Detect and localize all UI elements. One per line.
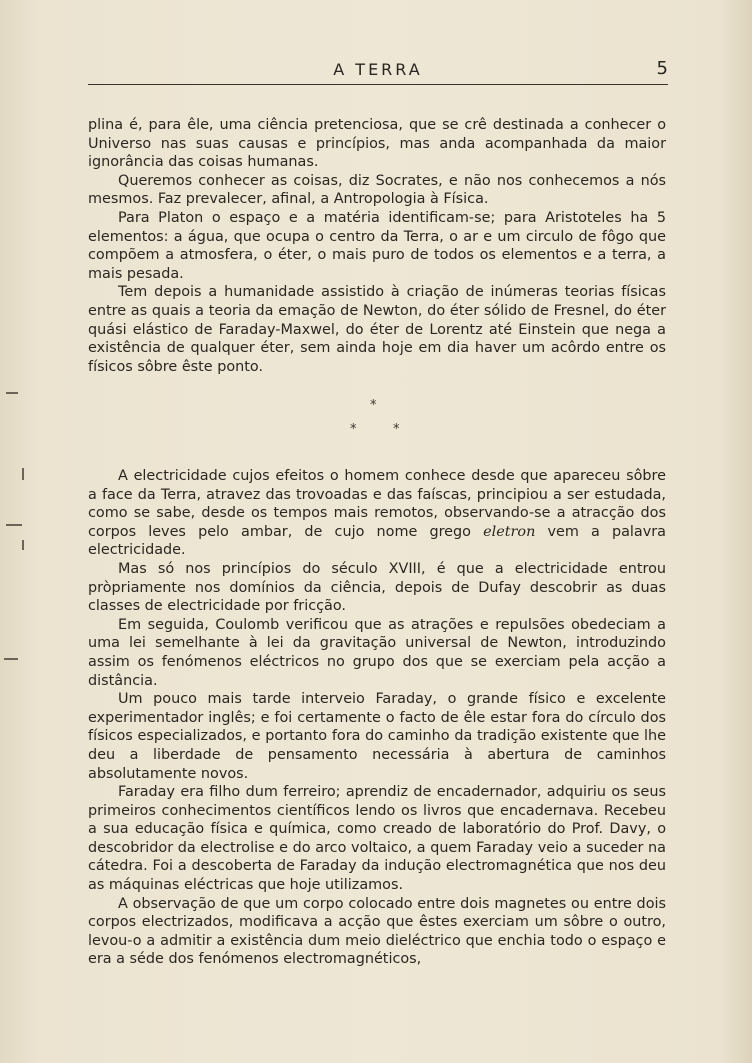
section-break-asterism bbox=[340, 398, 410, 442]
margin-mark bbox=[22, 468, 24, 480]
paragraph bbox=[88, 467, 666, 560]
running-title: A TERRA bbox=[333, 60, 423, 79]
asterisk: * bbox=[370, 398, 377, 413]
greek-term: eletron bbox=[483, 523, 536, 540]
paragraph: Queremos conhecer as coisas, diz Socrates, e não nos conhecemos a nós mesmos. Faz prevalecer, afinal, a Antropologia à Física. bbox=[88, 172, 666, 208]
paragraph: A observação de que um corpo colocado entre dois magnetes ou entre dois corpos electrizados, modificava a acção que êstes exerciam um sôbre o outro, levou-o a admitir a existência dum meio dieléctrico que enchia todo o espaço e era a séde dos fenómenos electromagnéticos, bbox=[88, 895, 666, 968]
paragraph: plina é, para êle, uma ciência pretenciosa, que se crê destinada a conhecer o Universo nas suas causas e princípios, mas anda acompanhada da maior ignorância das coisas humanas. bbox=[88, 117, 666, 171]
paragraph-text: A electricidade cujos efeitos o homem conhece desde que apareceu sôbre a face da Terra, atravez das trovoadas e das faíscas, principiou a ser estudada, como se sabe, desde os tempos mais remotos, observando-se a atracção dos corpos leves pelo ambar, de cujo nome grego bbox=[88, 468, 666, 540]
paragraph: Para Platon o espaço e a matéria identificam-se; para Aristoteles ha 5 elementos: a água, que ocupa o centro da Terra, o ar e um circulo de fôgo que compõem a atmosfera, o éter, o mais puro de todos os elementos e a terra, a mais pesada. bbox=[88, 209, 666, 282]
margin-mark bbox=[6, 392, 18, 394]
paragraph-text: vem a palavra electricidade. bbox=[88, 523, 667, 559]
asterisk: * bbox=[393, 422, 400, 437]
margin-mark bbox=[22, 540, 24, 550]
paragraph: Tem depois a humanidade assistido à criação de inúmeras teorias físicas entre as quais a teoria da emação de Newton, do éter sólido de Fresnel, do éter quási elástico de Faraday-Maxwel, do éter de Lorentz até Einstein que nega a existência de qualquer éter, sem ainda hoje em dia haver um acôrdo entre os físicos sôbre êste ponto. bbox=[88, 284, 666, 375]
asterisk: * bbox=[350, 422, 357, 437]
text-block-top bbox=[88, 116, 666, 376]
paragraph: Faraday era filho dum ferreiro; aprendiz de encadernador, adquiriu os seus primeiros conhecimentos científicos lendo os livros que encadernava. Recebeu a sua educação física e química, como creado de laboratório do Prof. Davy, o descobridor da electrolise e do arco voltaico, a quem Faraday veio a suceder na cátedra. Foi a descoberta de Faraday da indução electromagnética que nos deu as máquinas eléctricas que hoje utilizamos. bbox=[88, 784, 666, 894]
margin-mark bbox=[6, 524, 22, 526]
paragraph: Mas só nos princípios do século XVIII, é que a electricidade entrou pròpriamente nos domínios da ciência, depois de Dufay descobrir as duas classes de electricidade por fricção. bbox=[88, 560, 666, 615]
paragraph: Em seguida, Coulomb verificou que as atrações e repulsões obedeciam a uma lei semelhante à lei da gravitação universal de Newton, introduzindo assim os fenómenos eléctricos no grupo dos que se exerciam pela acção a distância. bbox=[88, 616, 666, 689]
text-block-bottom bbox=[88, 467, 666, 969]
paragraph: Um pouco mais tarde interveio Faraday, o grande físico e excelente experimentador inglês; e foi certamente o facto de êle estar fora do círculo dos físicos especializados, e portanto fora do caminho da tradição existente que lhe deu a liberdade de pensamento necessária à abertura de caminhos absolutamente novos. bbox=[88, 691, 666, 782]
page-header bbox=[88, 58, 668, 86]
header-rule bbox=[88, 84, 668, 85]
page-number: 5 bbox=[656, 58, 668, 79]
margin-mark bbox=[4, 658, 18, 660]
